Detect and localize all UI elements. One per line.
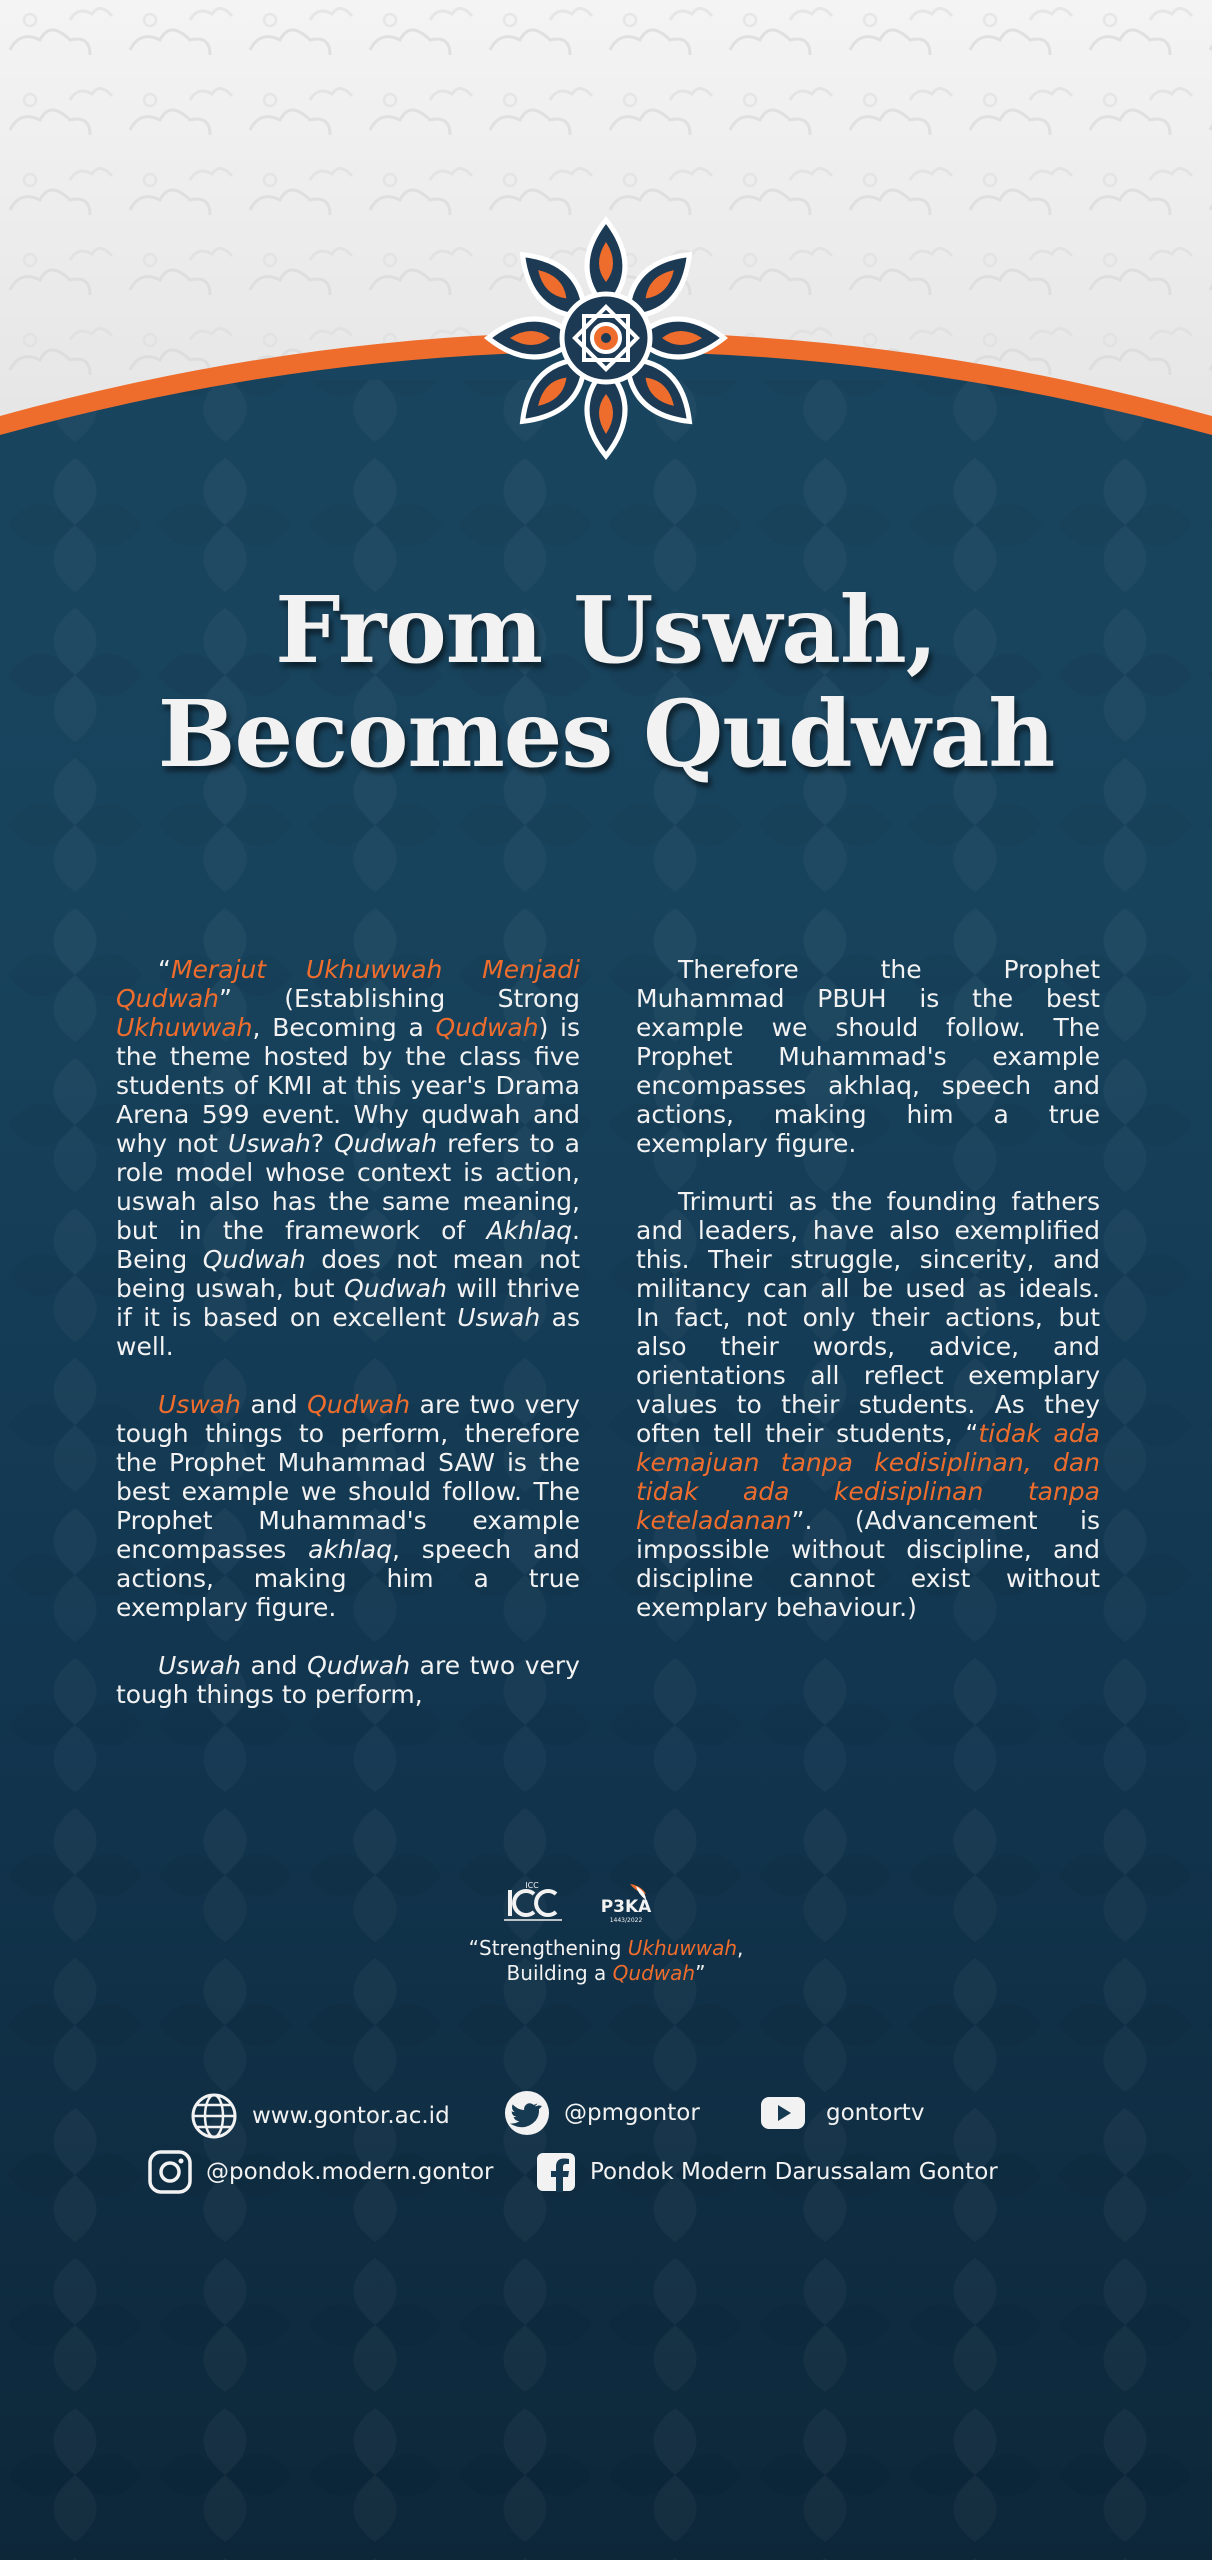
article-paragraph [116, 1390, 580, 1622]
instagram-label: @pondok.modern.gontor [206, 2159, 494, 2185]
youtube-label: gontortv [826, 2100, 925, 2126]
twitter-link[interactable] [504, 2090, 700, 2136]
text-segment: does not mean not being uswah, but [116, 1245, 581, 1303]
text-segment: ” [695, 1961, 706, 1985]
text-segment: , Becoming a [252, 1013, 436, 1042]
italic-text: Qudwah [202, 1245, 306, 1274]
website-link[interactable] [190, 2092, 450, 2140]
tagline [0, 1936, 1212, 1986]
text-segment: , [737, 1936, 744, 1960]
website-label: www.gontor.ac.id [252, 2103, 450, 2129]
italic-text: akhlaq [308, 1535, 392, 1564]
italic-text: Uswah [158, 1651, 241, 1680]
tagline-line-1 [0, 1936, 1212, 1961]
partner-logos [0, 1880, 1212, 1930]
p3ka-logo-subtext: 1443/2022 [609, 1917, 643, 1924]
text-segment: refers to a role model whose context is action, uswah also has the same meaning, but in the framework of [116, 1129, 580, 1245]
title-line-1: From Uswah, [275, 576, 937, 684]
italic-text: Akhlaq [486, 1216, 573, 1245]
text-segment: “Strengthening [468, 1936, 628, 1960]
text-segment: ”. (Advancement is impossible without discipline, and discipline cannot exist without exemplary behaviour.) [636, 1506, 1100, 1622]
article-paragraph [116, 955, 580, 1361]
title-line-2: Becomes Qudwah [157, 680, 1055, 788]
icc-logo [496, 1880, 568, 1926]
article-column-right [636, 955, 1100, 1651]
instagram-link[interactable] [148, 2150, 494, 2194]
highlight-text: Qudwah [435, 1013, 539, 1042]
p3ka-logo [596, 1880, 660, 1926]
globe-icon [190, 2092, 238, 2140]
twitter-label: @pmgontor [564, 2100, 700, 2126]
highlight-text: tidak ada kemajuan tanpa kedisiplinan, dan tidak ada kedisiplinan tanpa keteladanan [636, 1419, 1100, 1535]
text-segment: ) is the theme hosted by the class five students of KMI at this year's Drama Arena 599 event. Why qudwah and why not [116, 1013, 581, 1158]
facebook-label: Pondok Modern Darussalam Gontor [590, 2159, 998, 2185]
italic-text: Uswah [457, 1303, 541, 1332]
article-paragraph: Therefore the Prophet Muhammad PBUH is the best example we should follow. The Prophet Muhammad's example encompasses akhlaq, speech and actions, making him a true exemplary figure. [636, 955, 1100, 1158]
p3ka-logo-text: P3KA [600, 1897, 652, 1917]
text-segment: “ [158, 955, 171, 984]
article-paragraph [116, 1651, 580, 1709]
highlight-text: Qudwah [612, 1961, 696, 1985]
italic-text: Qudwah [334, 1129, 438, 1158]
text-segment: Building a [506, 1961, 613, 1985]
tagline-line-2 [0, 1961, 1212, 1986]
facebook-icon [536, 2152, 576, 2192]
highlight-text: Qudwah [307, 1390, 411, 1419]
emblem-logo [476, 208, 736, 468]
text-segment: ” (Establishing Strong [219, 984, 580, 1013]
text-segment: . Being [116, 1216, 580, 1274]
icc-logo-text: ICC [525, 1881, 539, 1890]
youtube-icon [760, 2096, 806, 2130]
highlight-text: Uswah [158, 1390, 241, 1419]
twitter-icon [504, 2090, 550, 2136]
italic-text: Qudwah [343, 1274, 447, 1303]
text-segment: Trimurti as the founding fathers and leaders, have also exemplified this. Their struggle, sincerity, and militancy can all be used as ideals. In fact, not only their actions, but also their words, advice, and orientations all reflect exemplary values to their students. As they often tell their students, “ [636, 1187, 1100, 1448]
text-segment: are two very tough things to perform, [116, 1651, 580, 1709]
italic-text: Qudwah [307, 1651, 411, 1680]
highlight-text: Ukhuwwah [116, 1013, 253, 1042]
youtube-link[interactable] [760, 2096, 924, 2130]
text-segment: and [240, 1651, 308, 1680]
facebook-link[interactable] [536, 2152, 998, 2192]
text-segment: are two very tough things to perform, therefore the Prophet Muhammad SAW is the best example we should follow. The Prophet Muhammad's example encompasses [116, 1390, 580, 1564]
text-segment: will thrive if it is based on excellent [116, 1274, 580, 1332]
highlight-text: Merajut Ukhuwwah Menjadi Qudwah [116, 955, 580, 1013]
text-segment: , speech and actions, making him a true exemplary figure. [116, 1535, 580, 1622]
italic-text: Uswah [227, 1129, 311, 1158]
text-segment: ? [310, 1129, 335, 1158]
text-segment: as well. [116, 1303, 581, 1361]
page-title [0, 578, 1212, 786]
instagram-icon [148, 2150, 192, 2194]
highlight-text: Ukhuwwah [627, 1936, 737, 1960]
article-column-left [116, 955, 580, 1738]
text-segment: and [240, 1390, 308, 1419]
article-paragraph [636, 1187, 1100, 1622]
